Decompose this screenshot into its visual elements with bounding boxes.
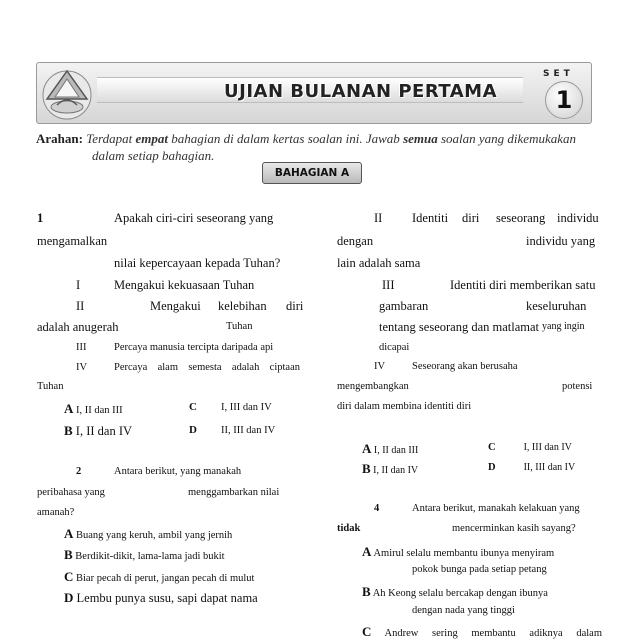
q3-item-iii-line-4: dicapai <box>379 342 410 353</box>
instructions-bold-2: semua <box>403 131 438 146</box>
q3-option-b[interactable] <box>362 462 418 476</box>
q4-option-c-letter: C <box>362 624 372 639</box>
q4-option-a-letter: A <box>362 544 372 559</box>
q1-item-i-text: Mengakui kekuasaan Tuhan <box>114 278 255 292</box>
q3-item-iii-line-3a: tentang seseorang dan matlamat <box>379 320 540 334</box>
q1-number: 1 <box>37 211 44 225</box>
q4-option-c[interactable] <box>362 625 602 640</box>
header-banner <box>36 62 592 124</box>
instructions-text-a: Terdapat <box>86 131 133 146</box>
q4-stem-line-2b: mencerminkan kasih sayang? <box>452 523 576 534</box>
q1-item-ii-line-2: adalah anugerah <box>37 320 119 334</box>
q3-option-c[interactable] <box>488 443 572 454</box>
instructions-text-b: bahagian di dalam kertas soalan ini. Jawab <box>171 131 400 146</box>
q3-option-a-letter: A <box>362 441 372 456</box>
q2-stem-line-2b: menggambarkan nilai <box>188 487 280 498</box>
q1-option-d-letter: D <box>189 424 197 436</box>
q1-option-a-letter: A <box>64 401 74 416</box>
q2-option-c[interactable] <box>64 570 254 585</box>
q1-option-d-text: II, III dan IV <box>220 425 276 436</box>
q4-option-b[interactable] <box>362 585 548 600</box>
q1-item-iv-line-2: Tuhan <box>37 381 64 392</box>
q4-option-b-text: Ah Keong selalu bercakap dengan ibunya <box>372 588 548 599</box>
q1-item-i-roman: I <box>76 278 81 292</box>
q2-option-d-letter: D <box>64 590 74 605</box>
q2-option-a[interactable] <box>64 527 232 542</box>
instructions-text-c: soalan yang dikemukakan <box>440 131 577 146</box>
instructions-line-2: dalam setiap bahagian. <box>92 148 215 163</box>
q4-stem-line-1: Antara berikut, manakah kelakuan yang <box>412 503 580 514</box>
q1-stem-line-3: nilai kepercayaan kepada Tuhan? <box>114 256 281 270</box>
q1-option-d[interactable] <box>189 425 275 437</box>
set-label: SET <box>543 69 574 79</box>
q2-option-d-text: Lembu punya susu, sapi dapat nama <box>76 591 258 605</box>
q2-option-b-letter: B <box>64 547 73 562</box>
q2-stem-line-1: Antara berikut, yang manakah <box>114 466 242 477</box>
q3-item-ii-line-3: lain adalah sama <box>337 256 421 270</box>
q2-option-a-text: Buang yang keruh, ambil yang jernih <box>76 530 233 541</box>
q2-stem-line-2a: peribahasa yang <box>37 487 105 498</box>
q3-option-b-letter: B <box>362 461 371 476</box>
page-title: UJIAN BULANAN PERTAMA <box>224 81 498 102</box>
q1-item-ii-line-2b: Tuhan <box>226 321 253 332</box>
q1-option-c-letter: C <box>189 401 197 413</box>
q4-option-a-line-2: pokok bunga pada setiap petang <box>412 564 547 575</box>
q1-item-iii-roman: III <box>76 342 87 353</box>
q3-item-iv-line-2a: mengembangkan <box>337 381 409 392</box>
instructions-label: Arahan <box>36 131 79 146</box>
instructions-bold-1: empat <box>135 131 168 146</box>
q1-item-ii-word-2: kelebihan <box>218 299 267 313</box>
q2-option-d[interactable] <box>64 591 258 605</box>
q1-item-iv-roman: IV <box>76 362 88 373</box>
q4-number: 4 <box>374 503 380 514</box>
q3-option-a-text: I, II dan III <box>373 445 419 456</box>
q1-item-ii-word-3: diri <box>286 299 304 313</box>
q3-option-d-letter: D <box>488 462 496 473</box>
q3-item-ii-word-4: individu <box>557 211 599 225</box>
q2-option-c-text: Biar pecah di perut, jangan pecah di mulut <box>76 573 255 584</box>
q4-option-a[interactable] <box>362 545 554 560</box>
q3-option-b-text: I, II dan IV <box>373 465 419 476</box>
q3-option-c-text: I, III dan IV <box>523 442 572 453</box>
q1-option-a[interactable] <box>64 402 123 417</box>
q3-item-iii-line-2b: keseluruhan <box>526 299 587 313</box>
q3-item-iv-roman: IV <box>374 361 386 372</box>
q3-item-iii-line-3b: yang ingin <box>542 321 585 332</box>
q4-option-c-text: Andrew sering membantu adiknya dalam <box>384 628 603 639</box>
instructions <box>36 130 598 164</box>
section-badge: BAHAGIAN A <box>262 162 362 184</box>
set-number-badge: 1 <box>545 81 583 119</box>
q3-option-d[interactable] <box>488 463 575 474</box>
q2-option-c-letter: C <box>64 569 74 584</box>
q3-option-d-text: II, III dan IV <box>523 462 576 473</box>
q3-option-a[interactable] <box>362 442 418 456</box>
q3-item-ii-word-1: Identiti <box>412 211 449 225</box>
q1-option-c[interactable] <box>189 402 272 414</box>
q1-option-b-letter: B <box>64 423 73 438</box>
q4-option-b-line-2: dengan nada yang tinggi <box>412 605 515 616</box>
q2-stem-line-3: amanah? <box>37 507 75 518</box>
q3-item-ii-line-2a: dengan <box>337 234 374 248</box>
q3-item-ii-word-3: seseorang <box>496 211 546 225</box>
q3-item-iii-line-2a: gambaran <box>379 299 429 313</box>
q2-number: 2 <box>76 466 82 477</box>
q1-option-a-text: I, II dan III <box>76 405 123 416</box>
q2-option-a-letter: A <box>64 526 74 541</box>
q3-item-ii-word-2: diri <box>462 211 480 225</box>
q1-item-iii-text: Percaya manusia tercipta daripada api <box>114 342 274 353</box>
q4-stem-line-2a: tidak <box>337 523 361 534</box>
q4-option-b-letter: B <box>362 584 371 599</box>
q3-option-c-letter: C <box>488 442 496 453</box>
q2-option-b-text: Berdikit-dikit, lama-lama jadi bukit <box>75 551 225 562</box>
q2-option-b[interactable] <box>64 548 225 563</box>
q1-item-ii-word-1: Mengakui <box>150 299 201 313</box>
q3-item-ii-roman: II <box>374 211 383 225</box>
instructions-colon: : <box>78 131 83 146</box>
q3-item-iv-line-3: diri dalam membina identiti diri <box>337 401 472 412</box>
q1-option-b[interactable] <box>64 424 132 438</box>
q3-item-iii-text: Identiti diri memberikan satu <box>450 278 596 292</box>
q1-option-c-text: I, III dan IV <box>220 402 272 413</box>
q4-option-a-text: Amirul selalu membantu ibunya menyiram <box>373 548 555 559</box>
q1-option-b-text: I, II dan IV <box>75 424 133 438</box>
q1-stem-line-1: Apakah ciri-ciri seseorang yang <box>114 211 274 225</box>
school-logo-icon <box>39 65 95 121</box>
q1-stem-line-2: mengamalkan <box>37 234 108 248</box>
q1-item-ii-roman: II <box>76 299 85 313</box>
q3-item-iv-line-2b: potensi <box>562 381 593 392</box>
q3-item-ii-line-2b: individu yang <box>526 234 596 248</box>
q1-item-iv-text: Percaya alam semesta adalah ciptaan <box>114 362 300 373</box>
q3-item-iii-roman: III <box>382 278 395 292</box>
q3-item-iv-text: Seseorang akan berusaha <box>412 361 518 372</box>
